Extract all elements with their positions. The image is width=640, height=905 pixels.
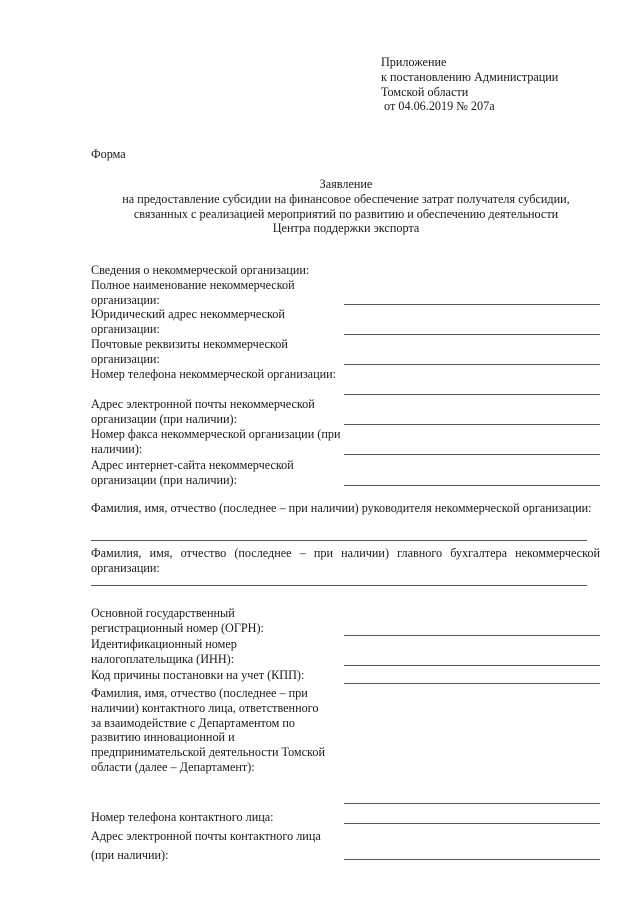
title-line-3: связанных с реализацией мероприятий по развитию и обеспечению деятельности (133, 206, 559, 221)
org-email-field[interactable] (344, 424, 600, 425)
org-phone-field[interactable] (344, 394, 600, 395)
full-name-label: Полное наименование некоммерческой организации: (91, 278, 295, 307)
org-website-label: Адрес интернет-сайта некоммерческой организации (при наличии): (91, 458, 294, 487)
org-email-label: Адрес электронной почты некоммерческой организации (при наличии): (91, 397, 315, 426)
form-label: Форма (91, 147, 126, 161)
title-line-2: на предоставление субсидии на финансовое обеспечение затрат получателя субсидии, (122, 191, 570, 206)
appendix-line-2: к постановлению Администрации (381, 69, 559, 84)
postal-details-field[interactable] (344, 364, 600, 365)
postal-details-label: Почтовые реквизиты некоммерческой организации: (91, 337, 288, 366)
legal-address-field[interactable] (344, 334, 600, 335)
title-line-4: Центра поддержки экспорта (272, 221, 420, 236)
director-field[interactable] (91, 540, 587, 541)
legal-address-label: Юридический адрес некоммерческой организации: (91, 307, 285, 336)
kpp-field[interactable] (344, 683, 600, 684)
contact-phone-field[interactable] (344, 823, 600, 824)
title-line-1: Заявление (319, 177, 373, 191)
full-name-field[interactable] (344, 304, 600, 305)
contact-email-label: Адрес электронной почты контактного лица (при наличии): (91, 829, 321, 862)
appendix-block (381, 55, 621, 114)
contact-person-field[interactable] (344, 803, 600, 804)
org-phone-label: Номер телефона некоммерческой организации: (91, 367, 337, 381)
contact-email-field[interactable] (344, 859, 600, 860)
org-fax-label: Номер факса некоммерческой организации (при наличии): (91, 427, 341, 456)
accountant-field[interactable] (91, 585, 587, 586)
contact-phone-label: Номер телефона контактного лица: (91, 810, 274, 824)
accountant-label: Фамилия, имя, отчество (последнее – при наличии) главного бухгалтера некоммерческой организации: (91, 546, 600, 575)
appendix-line-4: от 04.06.2019 № 207а (381, 99, 495, 114)
contact-person-label: Фамилия, имя, отчество (последнее – при наличии) контактного лица, ответственного за взаимодействие с Департаментом по развитию инновационной и предпринимательской деятельности Томской области (далее – Департамент): (91, 686, 325, 774)
director-label: Фамилия, имя, отчество (последнее – при наличии) руководителя некоммерческой организации: (91, 501, 592, 515)
org-website-field[interactable] (344, 485, 600, 486)
org-fax-field[interactable] (344, 454, 600, 455)
appendix-line-3: Томской области (381, 84, 469, 99)
org-info-heading: Сведения о некоммерческой организации: (91, 263, 310, 277)
document-title (91, 177, 601, 236)
inn-field[interactable] (344, 665, 600, 666)
kpp-label: Код причины постановки на учет (КПП): (91, 668, 305, 682)
ogrn-field[interactable] (344, 635, 600, 636)
inn-label: Идентификационный номер налогоплательщика (ИНН): (91, 637, 237, 666)
appendix-line-1: Приложение (381, 55, 447, 69)
ogrn-label: Основной государственный регистрационный номер (ОГРН): (91, 606, 264, 635)
